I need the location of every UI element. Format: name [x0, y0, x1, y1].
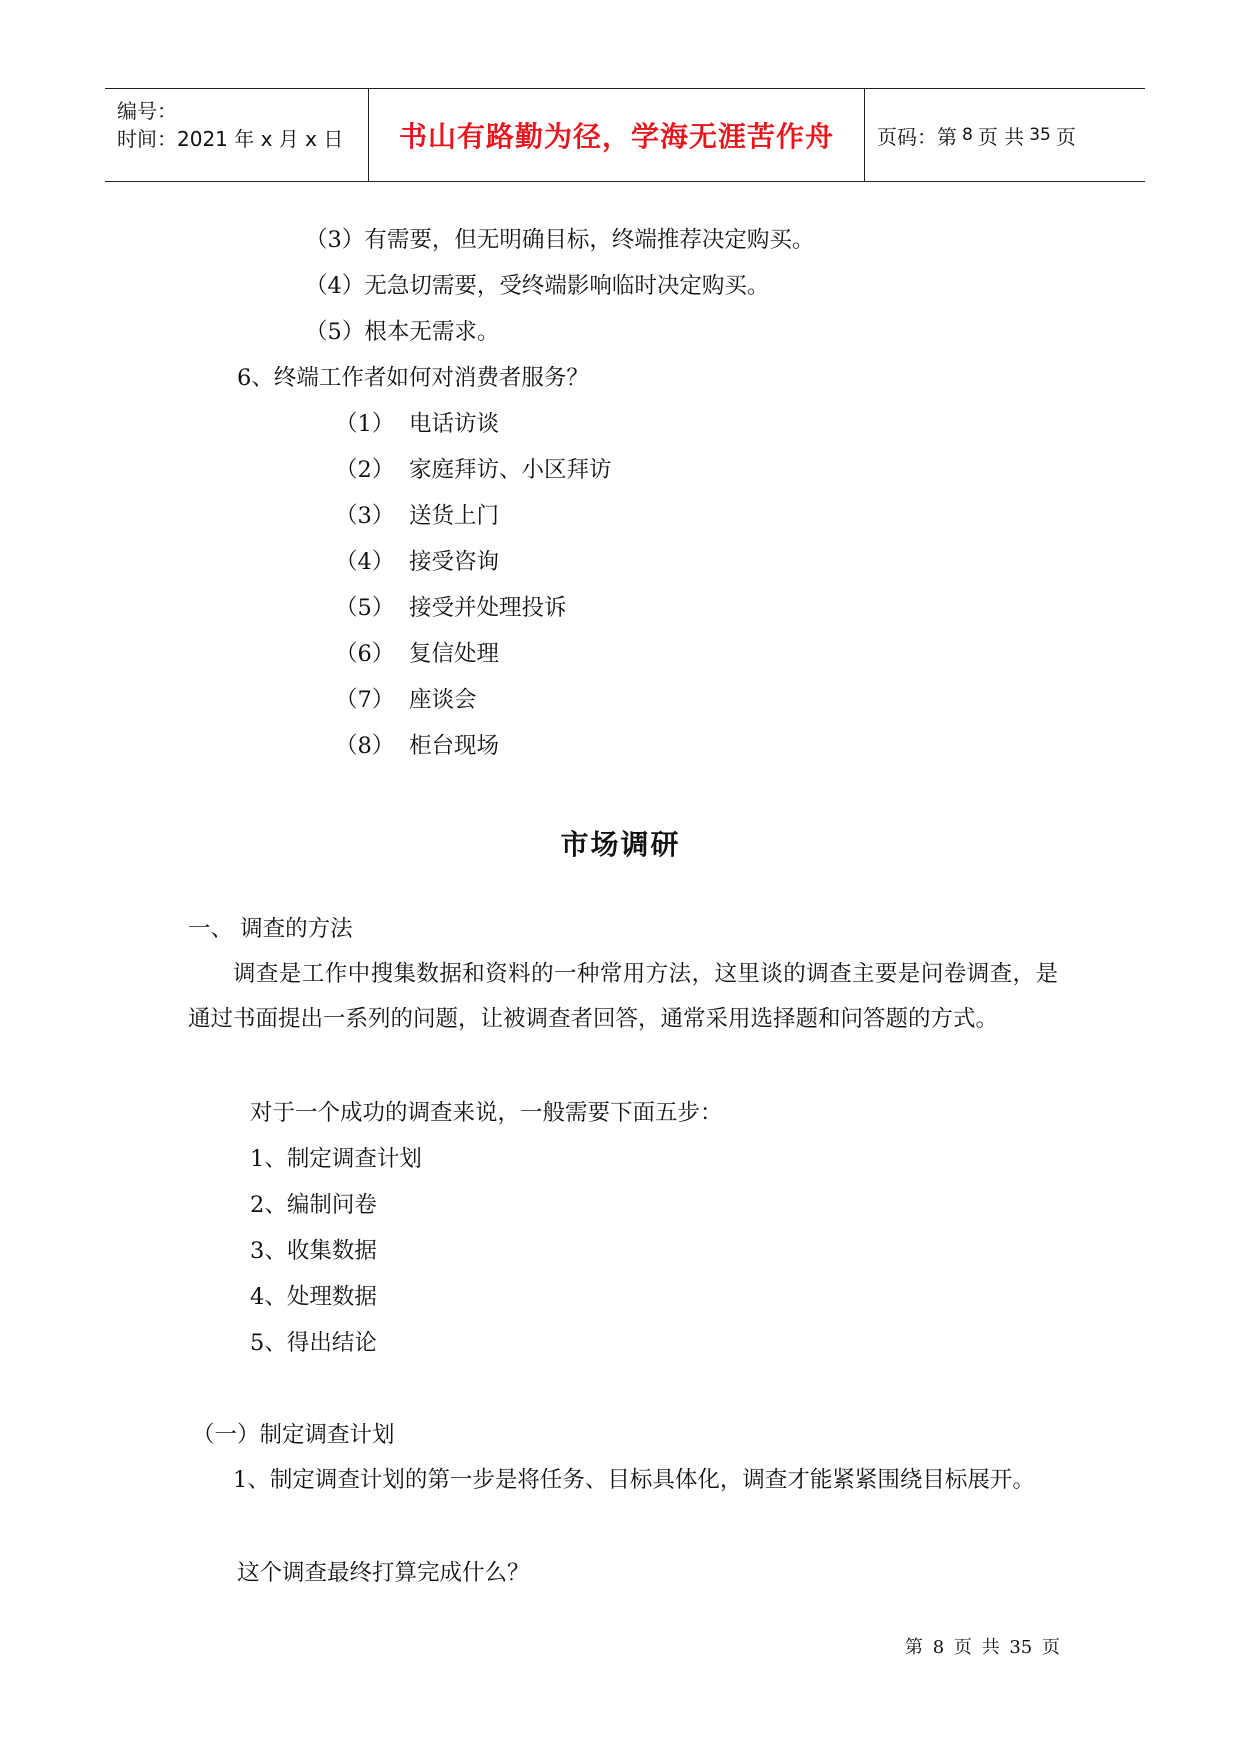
page-middle: 页 共 [977, 124, 1025, 149]
document-time-label: 时间：2021 年 x 月 x 日 [117, 127, 344, 151]
step-item: 4、处理数据 [250, 1284, 377, 1310]
plan-question: 这个调查最终打算完成什么？ [237, 1560, 530, 1586]
purchase-type-item: （3）有需要，但无明确目标，终端推荐决定购买。 [305, 227, 815, 253]
service-item-index: （4） [335, 549, 395, 575]
page-total: 35 [1029, 125, 1051, 145]
service-item-index: （6） [335, 641, 395, 667]
subsection-heading: （一）制定调查计划 [192, 1422, 395, 1448]
page-prefix: 页码：第 [877, 124, 957, 149]
service-item-text: 家庭拜访、小区拜访 [409, 457, 612, 483]
service-item-text: 柜台现场 [409, 733, 500, 759]
method-paragraph: 调查是工作中搜集数据和资料的一种常用方法，这里谈的调查主要是问卷调查，是通过书面提出一系列的问题，让被调查者回答，通常采用选择题和问答题的方式。 [188, 961, 1058, 1032]
service-item-index: （5） [335, 595, 395, 621]
service-item-text: 送货上门 [409, 503, 500, 529]
page-footer: 第 8 页 共 35 页 [905, 1637, 1060, 1658]
service-item-text: 接受并处理投诉 [409, 595, 567, 621]
step-item: 2、编制问卷 [250, 1192, 377, 1218]
page-suffix: 页 [1055, 124, 1076, 149]
step-item: 5、得出结论 [250, 1330, 377, 1356]
purchase-type-item: （4）无急切需要，受终端影响临时决定购买。 [305, 273, 770, 299]
document-number-label: 编号： [117, 99, 177, 123]
question-heading: 6、终端工作者如何对消费者服务？ [237, 365, 589, 391]
service-item-text: 接受咨询 [409, 549, 500, 575]
service-item-index: （1） [335, 411, 395, 437]
step-item: 3、收集数据 [250, 1238, 377, 1264]
steps-intro: 对于一个成功的调查来说，一般需要下面五步： [250, 1100, 723, 1126]
purchase-type-item: （5）根本无需求。 [305, 319, 500, 345]
section-title: 市场调研 [560, 828, 681, 861]
service-item-index: （3） [335, 503, 395, 529]
service-item-index: （7） [335, 687, 395, 713]
header-motto: 书山有路勤为径，学海无涯苦作舟 [369, 89, 865, 181]
service-item-text: 电话访谈 [409, 411, 500, 437]
header-info-cell [105, 89, 369, 181]
step-item: 1、制定调查计划 [250, 1146, 422, 1172]
method-heading: 一、 调查的方法 [188, 916, 353, 942]
header-page-indicator [865, 89, 1145, 181]
service-item-text: 复信处理 [409, 641, 500, 667]
page-header [105, 88, 1145, 182]
plan-paragraph: 1、制定调查计划的第一步是将任务、目标具体化，调查才能紧紧围绕目标展开。 [233, 1467, 1035, 1493]
service-item-index: （2） [335, 457, 395, 483]
page-current: 8 [962, 125, 973, 145]
service-item-text: 座谈会 [409, 687, 477, 713]
service-item-index: （8） [335, 733, 395, 759]
